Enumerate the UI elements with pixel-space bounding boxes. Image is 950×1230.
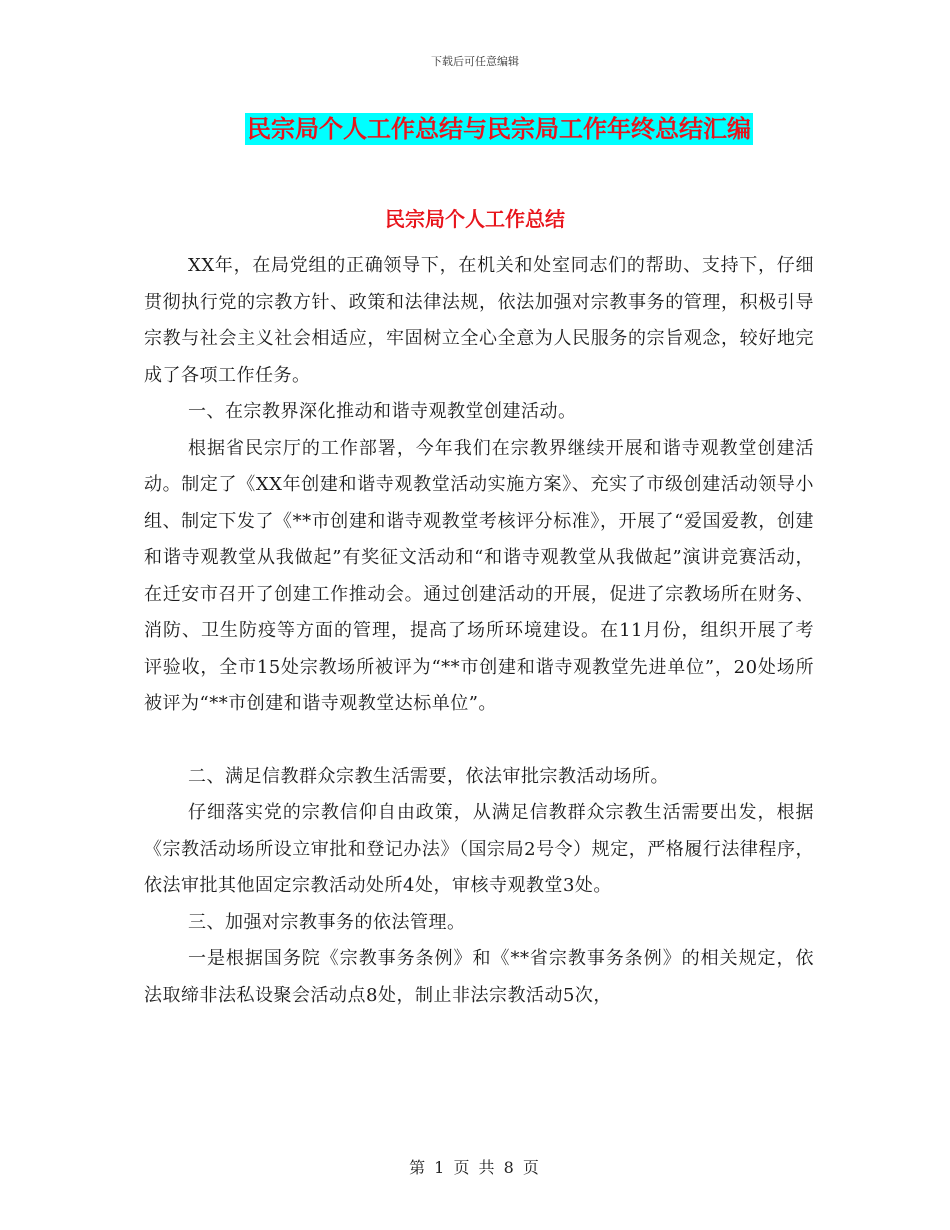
paragraph: 仔细落实党的宗教信仰自由政策，从满足信教群众宗教生活需要出发，根据《宗教活动场所设立审批和登记办法》（国宗局2号令）规定，严格履行法律程序，依法审批其他固定宗教活动处所4处，审核寺观教堂3处。	[144, 802, 814, 896]
page-number: 第 1 页 共 8 页	[409, 1158, 541, 1177]
paragraph-heading: 一、在宗教界深化推动和谐寺观教堂创建活动。	[188, 401, 577, 422]
paragraph: 根据省民宗厅的工作部署，今年我们在宗教界继续开展和谐寺观教堂创建活动。制定了《XX年创建和谐寺观教堂活动实施方案》、充实了市级创建活动领导小组、制定下发了《**市创建和谐寺观教堂考核评分标准》，开展了“爱国爱教，创建和谐寺观教堂从我做起”有奖征文活动和“和谐寺观教堂从我做起”演讲竞赛活动，在迁安市召开了创建工作推动会。通过创建活动的开展，促进了宗教场所在财务、消防、卫生防疫等方面的管理，提高了场所环境建设。在11月份，组织开展了考评验收，全市15处宗教场所被评为“**市创建和谐寺观教堂先进单位”，20处场所被评为“**市创建和谐寺观教堂达标单位”。	[144, 437, 814, 714]
main-title-container	[0, 113, 950, 145]
paragraph: 一是根据国务院《宗教事务条例》和《**省宗教事务条例》的相关规定，依法取缔非法私设聚会活动点8处，制止非法宗教活动5次，	[144, 948, 814, 1006]
document-body	[144, 248, 814, 1014]
paragraph-heading: 二、满足信教群众宗教生活需要，依法审批宗教活动场所。	[188, 765, 669, 787]
page-header-note: 下载后可任意编辑	[431, 55, 519, 68]
paragraph: XX年，在局党组的正确领导下，在机关和处室同志们的帮助、支持下，仔细贯彻执行党的宗教方针、政策和法律法规，依法加强对宗教事务的管理，积极引导宗教与社会主义社会相适应，牢固树立全心全意为人民服务的宗旨观念，较好地完成了各项工作任务。	[144, 255, 814, 386]
main-title: 民宗局个人工作总结与民宗局工作年终总结汇编	[247, 115, 751, 143]
paragraph-heading: 三、加强对宗教事务的依法管理。	[188, 911, 466, 933]
section-title: 民宗局个人工作总结	[385, 207, 565, 231]
